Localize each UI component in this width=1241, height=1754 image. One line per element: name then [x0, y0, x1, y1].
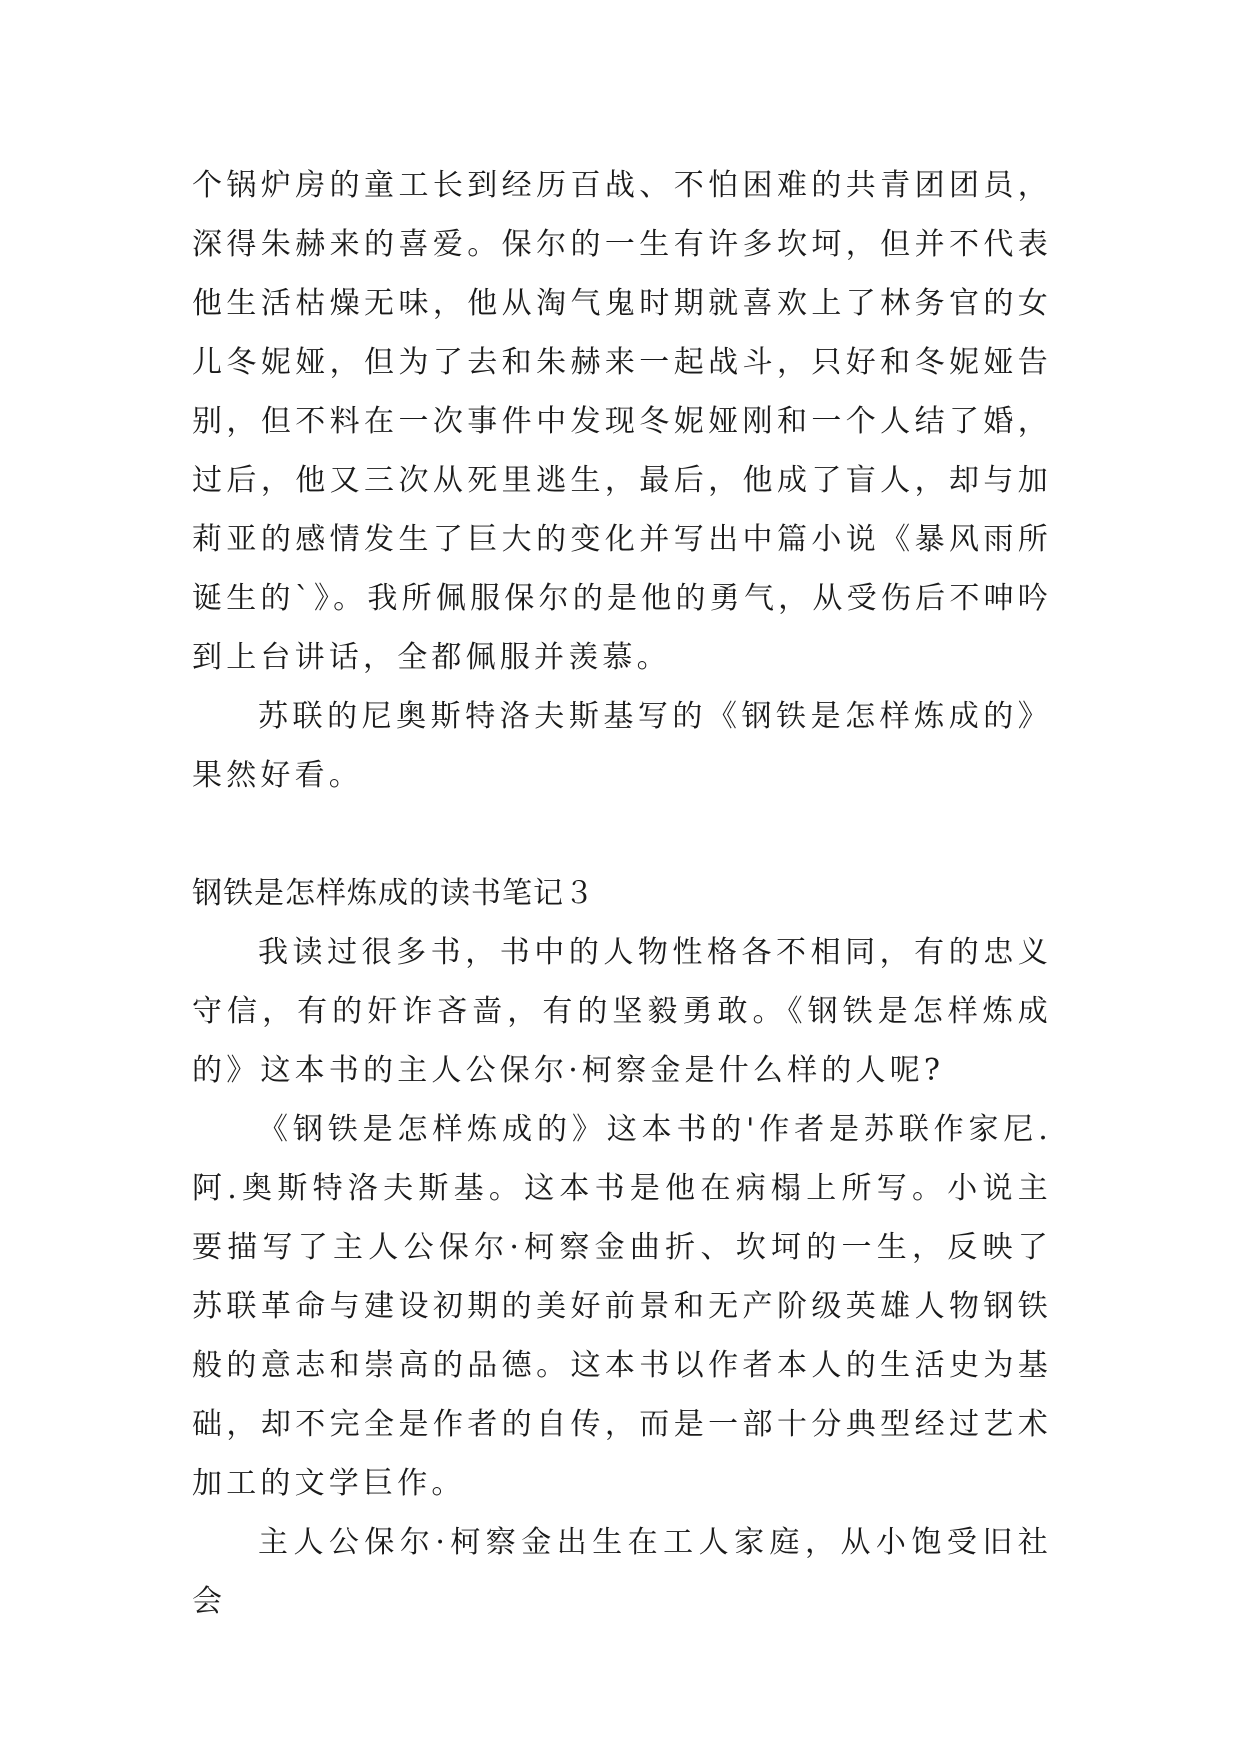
paragraph: 我读过很多书，书中的人物性格各不相同，有的忠义守信，有的奸诈吝啬，有的坚毅勇敢。《钢铁是怎样炼成的》这本书的主人公保尔·柯察金是什么样的人呢? [192, 935, 1052, 1088]
paragraph-continued: 个锅炉房的童工长到经历百战、不怕困难的共青团团员，深得朱赫来的喜爱。保尔的一生有许多坎坷，但并不代表他生活枯燥无味，他从淘气鬼时期就喜欢上了林务官的女儿冬妮娅，但为了去和朱赫来一起战斗，只好和冬妮娅告别，但不料在一次事件中发现冬妮娅刚和一个人结了婚，过后，他又三次从死里逃生，最后，他成了盲人，却与加莉亚的感情发生了巨大的变化并写出中篇小说《暴风雨所诞生的`》。我所佩服保尔的是他的勇气，从受伤后不呻吟到上台讲话，全都佩服并羡慕。 [192, 168, 1052, 675]
paragraph: 《钢铁是怎样炼成的》这本书的'作者是苏联作家尼.阿.奥斯特洛夫斯基。这本书是他在病榻上所写。小说主要描写了主人公保尔·柯察金曲折、坎坷的一生，反映了苏联革命与建设初期的美好前景和无产阶级英雄人物钢铁般的意志和崇高的品德。这本书以作者本人的生活史为基础，却不完全是作者的自传，而是一部十分典型经过艺术加工的文学巨作。 [192, 1112, 1052, 1501]
body-text [192, 156, 1052, 1631]
section-heading: 钢铁是怎样炼成的读书笔记３ [192, 876, 595, 911]
paragraph-closing: 苏联的尼奥斯特洛夫斯基写的《钢铁是怎样炼成的》果然好看。 [192, 699, 1052, 793]
paragraph: 主人公保尔·柯察金出生在工人家庭，从小饱受旧社会 [192, 1525, 1052, 1619]
